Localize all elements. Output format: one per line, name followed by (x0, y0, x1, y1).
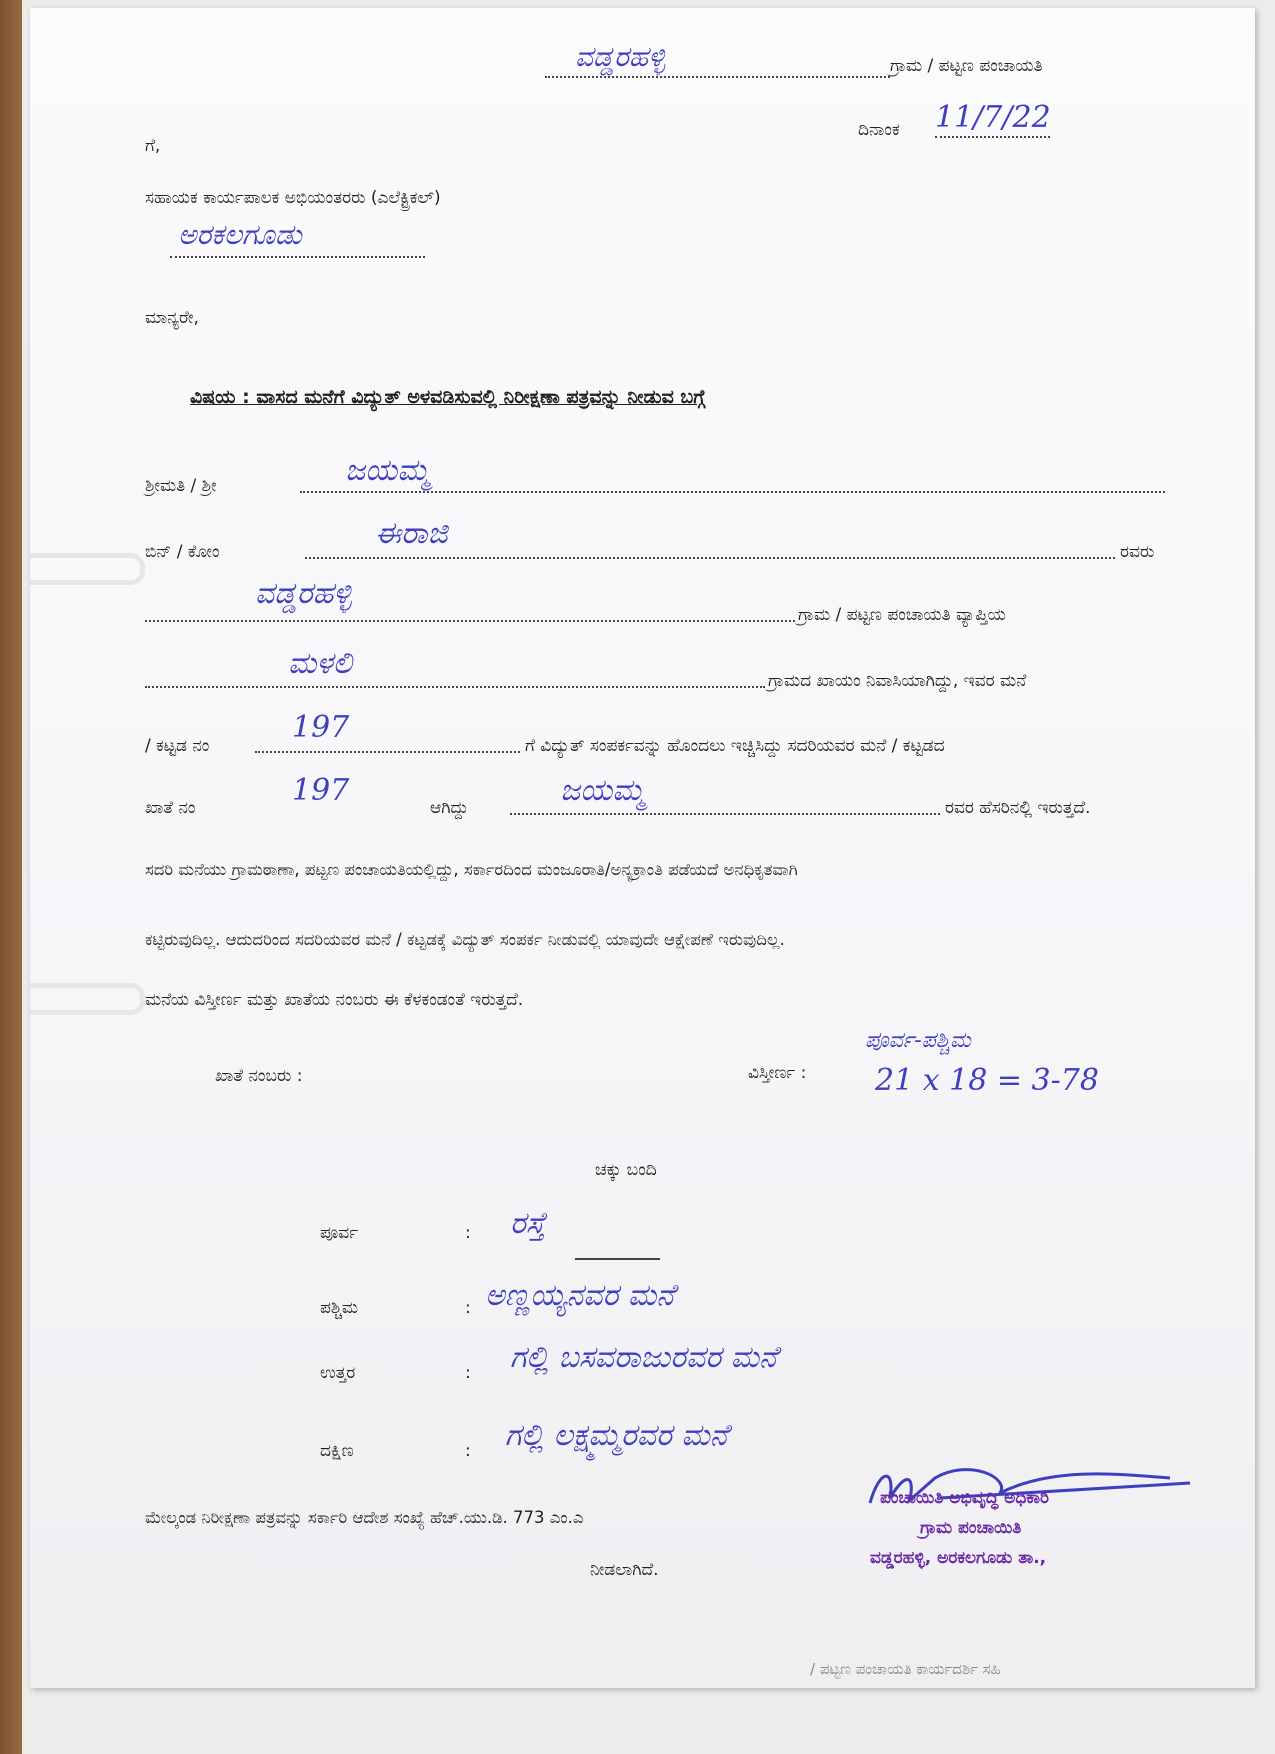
ravaru-label: ರವರು (1120, 542, 1155, 562)
aagiddu-label: ಆಗಿದ್ದು (430, 798, 469, 818)
owner-suffix: ರವರ ಹೆಸರಿನಲ್ಲಿ ಇರುತ್ತದೆ. (945, 798, 1091, 818)
boundary-colon: : (465, 1298, 471, 1318)
dotted-line (145, 686, 765, 688)
document-page (30, 8, 1255, 1688)
boundaries-heading: ಚಕ್ಕು ಬಂದಿ (595, 1160, 657, 1180)
binder-ring (30, 983, 145, 1015)
salutation: ಮಾನ್ಯರೇ, (145, 308, 199, 328)
area-label: ವಿಸ್ತೀರ್ಣ : (748, 1063, 807, 1083)
khata-label: ಖಾತೆ ನಂ (145, 798, 196, 818)
dotted-line (255, 751, 520, 753)
panchayat-label: ಗ್ರಾಮ / ಪಟ್ಟಣ ಪಂಚಾಯತಿ (890, 56, 1043, 76)
dotted-line (935, 136, 1050, 138)
area-note: ಪೂರ್ವ-ಪಶ್ಚಿಮ (865, 1028, 971, 1053)
dotted-line (145, 620, 795, 622)
body-line: ಕಟ್ಟಿರುವುದಿಲ್ಲ. ಆದುದರಿಂದ ಸದರಿಯವರ ಮನೆ / ಕಟ್ಟಡಕ್ಕೆ ವಿದ್ಯುತ್ ಸಂಪರ್ಕ ನೀಡುವಲ್ಲಿ ಯಾವುದೇ ಆಕ್ಷೇಪಣೆ ಇರುವುದಿಲ್ಲ. (145, 930, 785, 949)
boundary-colon: : (465, 1223, 471, 1243)
father-value: ಈರಾಜಿ (375, 516, 448, 551)
father-label: ಬಿನ್ / ಕೋಂ (145, 542, 220, 562)
khata-number-label: ಖಾತೆ ನಂಬರು : (215, 1066, 303, 1086)
area-value: 21 x 18 = 3-78 (875, 1063, 1099, 1098)
panchayat-name: ವಡ್ಡರಹಳ್ಳಿ (575, 40, 666, 73)
boundary-label-west: ಪಶ್ಚಿಮ (320, 1298, 359, 1318)
hamlet-label: ಗ್ರಾಮದ ಖಾಯಂ ನಿವಾಸಿಯಾಗಿದ್ದು, ಇವರ ಮನೆ (768, 671, 1027, 691)
stamp-line: ಪಂಚಾಯಿತಿ ಅಭಿವೃದ್ಧಿ ಅಧಿಕಾರಿ (880, 1488, 1049, 1508)
khata-value: 197 (292, 773, 350, 808)
to-label: ಗೆ, (145, 136, 161, 156)
binder-ring (30, 553, 145, 585)
footer-line: ಮೇಲ್ಕಂಡ ನಿರೀಕ್ಷಣಾ ಪತ್ರವನ್ನು ಸರ್ಕಾರಿ ಆದೇಶ ಸಂಖ್ಯೆ ಹೆಚ್.ಯು.ಡಿ. 773 ಎಂ.ಎ (145, 1508, 584, 1527)
dotted-line (170, 256, 425, 258)
boundary-label-south: ದಕ್ಷಿಣ (320, 1441, 354, 1461)
boundary-value-west: ಅಣ್ಣಯ್ಯನವರ ಮನೆ (485, 1278, 675, 1313)
boundary-value-east: ರಸ್ತೆ (510, 1206, 546, 1241)
village-label: ಗ್ರಾಮ / ಪಟ್ಟಣ ಪಂಚಾಯತಿ ವ್ಯಾಪ್ತಿಯ (798, 605, 1006, 625)
designation: ಸಹಾಯಕ ಕಾರ್ಯಪಾಲಕ ಅಭಿಯಂತರರು (ಎಲೆಕ್ಟ್ರಿಕಲ್) (145, 188, 441, 208)
subject: ವಿಷಯ : ವಾಸದ ಮನೆಗೆ ವಿದ್ಯುತ್ ಅಳವಡಿಸುವಲ್ಲಿ ನಿರೀಕ್ಷಣಾ ಪತ್ರವನ್ನು ನೀಡುವ ಬಗ್ಗೆ (190, 386, 706, 408)
boundary-value-south: ಗಲ್ಲಿ ಲಕ್ಷ್ಮಮ್ಮರವರ ಮನೆ (505, 1418, 728, 1453)
owner-value: ಜಯಮ್ಮ (560, 773, 645, 808)
stamp-line: ವಡ್ಡರಹಳ್ಳಿ, ಅರಕಲಗೂಡು ತಾ., (870, 1548, 1047, 1568)
underline (575, 1258, 660, 1260)
body-line: ಮನೆಯ ವಿಸ್ತೀರ್ಣ ಮತ್ತು ಖಾತೆಯ ನಂಬರು ಈ ಕೆಳಕಂಡಂತೆ ಇರುತ್ತದೆ. (145, 990, 524, 1010)
building-no-value: 197 (292, 710, 350, 745)
dotted-line (305, 557, 1115, 559)
dotted-line (300, 491, 1165, 493)
boundary-label-north: ಉತ್ತರ (320, 1363, 356, 1383)
boundary-colon: : (465, 1363, 471, 1383)
footer-cut-text: / ಪಟ್ಟಣ ಪಂಚಾಯತಿ ಕಾರ್ಯದರ್ಶಿ ಸಹಿ (810, 1660, 1001, 1678)
footer-line: ನೀಡಲಾಗಿದೆ. (590, 1560, 659, 1580)
name-label: ಶ್ರೀಮತಿ / ಶ್ರೀ (145, 476, 217, 496)
name-value: ಜಯಮ್ಮ (345, 453, 430, 488)
body-line: ಸದರಿ ಮನೆಯು ಗ್ರಾಮಠಾಣಾ, ಪಟ್ಟಣ ಪಂಚಾಯತಿಯಲ್ಲಿದ್ದು, ಸರ್ಕಾರದಿಂದ ಮಂಜೂರಾತಿ/ಅನ್ಯಕ್ರಾಂತಿ ಪಡೆಯದೆ ಅನಧಿಕೃತವಾಗಿ (145, 860, 798, 879)
boundary-colon: : (465, 1441, 471, 1461)
boundary-value-north: ಗಲ್ಲಿ ಬಸವರಾಜುರವರ ಮನೆ (510, 1340, 778, 1375)
stamp-line: ಗ್ರಾಮ ಪಂಚಾಯಿತಿ (920, 1518, 1022, 1538)
date-label: ದಿನಾಂಕ (858, 120, 900, 140)
recipient-place: ಅರಕಲಗೂಡು (178, 218, 302, 251)
building-no-suffix: ಗೆ ವಿದ್ಯುತ್ ಸಂಪರ್ಕವನ್ನು ಹೊಂದಲು ಇಚ್ಚಿಸಿದ್ದು ಸದರಿಯವರ ಮನೆ / ಕಟ್ಟಡದ (525, 736, 945, 756)
dotted-line (510, 813, 940, 815)
building-no-label: / ಕಟ್ಟಡ ನಂ (145, 736, 210, 756)
date-value: 11/7/22 (935, 100, 1051, 135)
hamlet-value: ಮಳಲಿ (288, 646, 352, 681)
boundary-label-east: ಪೂರ್ವ (320, 1223, 359, 1243)
village-value: ವಡ್ಡರಹಳ್ಳಿ (255, 576, 352, 611)
dotted-line (545, 76, 890, 78)
